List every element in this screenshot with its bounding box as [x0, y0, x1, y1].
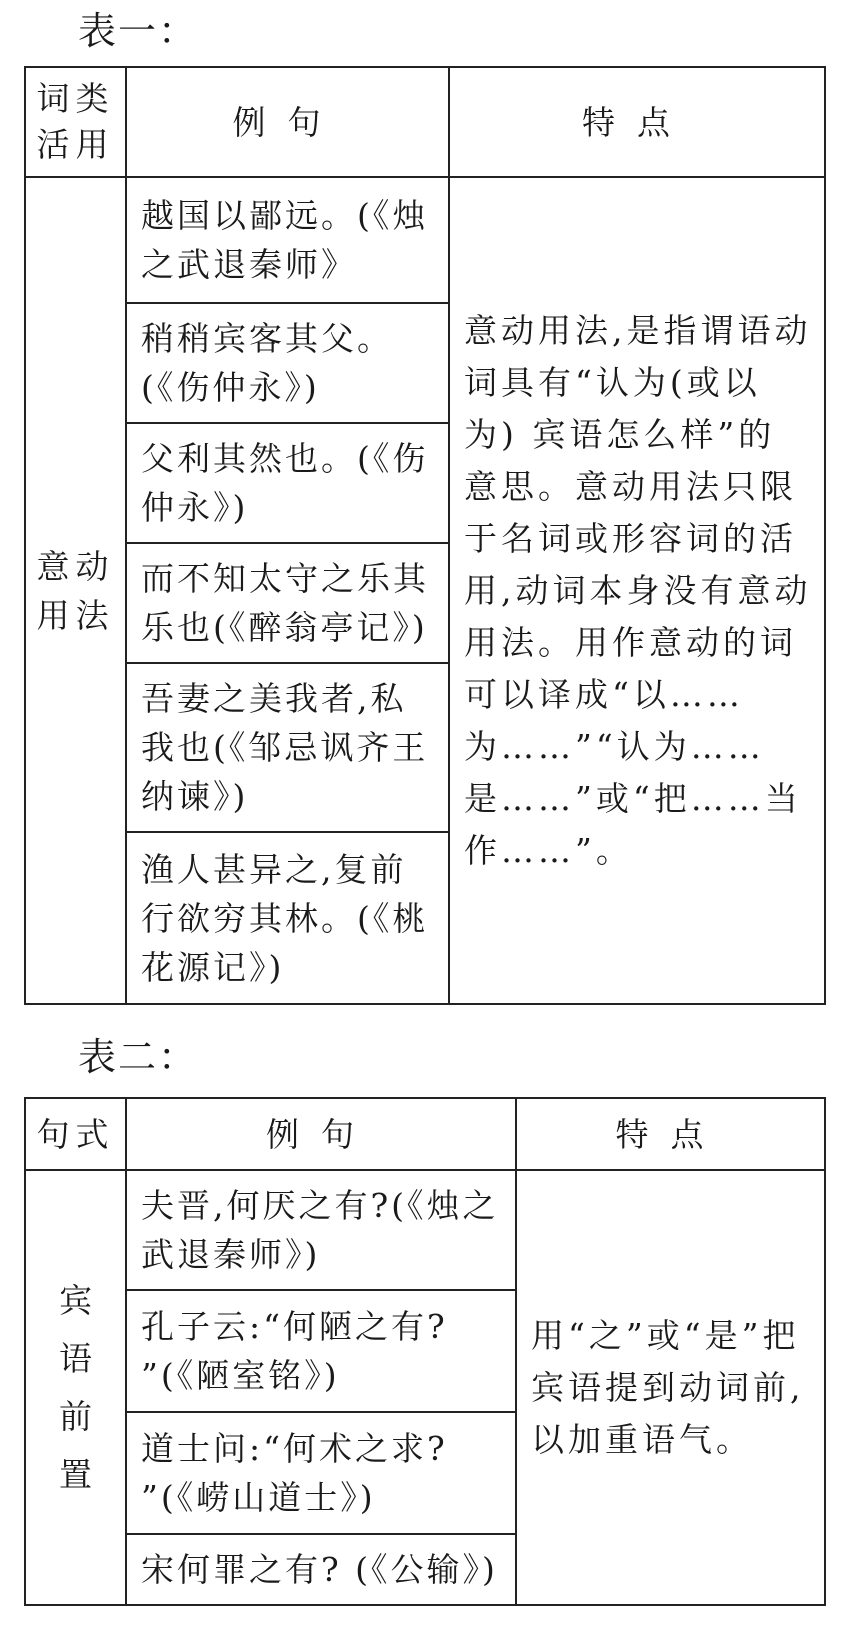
example-cell: 而不知太守之乐其乐也(《醉翁亭记》): [126, 543, 449, 663]
example-cell: 道士问:“何术之求? ”(《崂山道士》): [126, 1412, 516, 1534]
type-char-1: 宾: [59, 1280, 92, 1320]
header-category: [25, 67, 126, 177]
header-category-line2: 活用: [36, 124, 115, 164]
header-example: 例句: [126, 67, 449, 177]
type-char-4: 置: [59, 1454, 92, 1494]
example-cell: 稍稍宾客其父。(《伤仲永》): [126, 303, 449, 423]
feature-cell: 意动用法,是指谓语动词具有“认为(或以为) 宾语怎么样”的意思。意动用法只限于名词或形容词的活用,动词本身没有意动用法。用作意动的词可以译成“以……为……”“认为……是……”或“把……当作……”。: [449, 177, 825, 1004]
example-cell: 宋何罪之有? (《公输》): [126, 1534, 516, 1605]
type-char-3: 前: [59, 1396, 92, 1436]
type-char-2: 语: [59, 1338, 92, 1378]
header-example: 例句: [126, 1098, 516, 1170]
example-cell: 父利其然也。(《伤仲永》): [126, 423, 449, 543]
header-category-line1: 词类: [36, 78, 115, 118]
feature-cell: 用“之”或“是”把宾语提到动词前,以加重语气。: [516, 1170, 825, 1605]
header-category: 句式: [25, 1098, 126, 1170]
type-line2: 用法: [36, 595, 115, 635]
table-object-preposing: [24, 1097, 826, 1606]
header-feature: 特点: [449, 67, 825, 177]
header-feature: 特点: [516, 1098, 825, 1170]
row-type-cell: [25, 177, 126, 1004]
type-line1: 意动: [36, 546, 115, 586]
example-cell: 越国以鄙远。(《烛之武退秦师》: [126, 177, 449, 303]
example-cell: 夫晋,何厌之有?(《烛之武退秦师》): [126, 1170, 516, 1290]
table-intentive-usage: [24, 66, 826, 1005]
table2-caption: 表二：: [78, 1035, 199, 1079]
table1-caption: 表一：: [78, 9, 199, 53]
example-cell: 渔人甚异之,复前行欲穷其林。(《桃花源记》): [126, 832, 449, 1004]
example-cell: 吾妻之美我者,私我也(《邹忌讽齐王纳谏》): [126, 663, 449, 832]
row-type-cell: [25, 1170, 126, 1605]
example-cell: 孔子云:“何陋之有? ”(《陋室铭》): [126, 1290, 516, 1412]
